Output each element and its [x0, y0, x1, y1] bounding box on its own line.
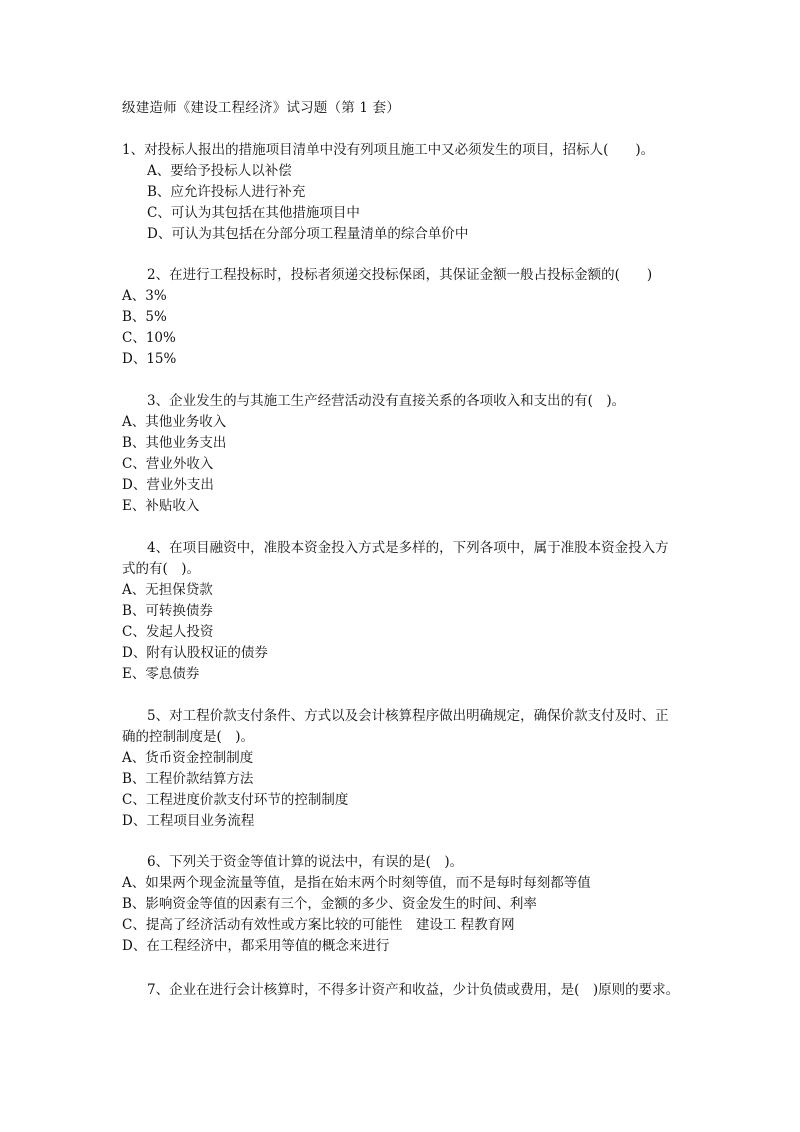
option-b: B、其他业务支出 [122, 435, 227, 451]
option-b: B、工程价款结算方法 [122, 771, 254, 787]
option-d: D、附有认股权证的债券 [122, 645, 268, 661]
question-stem: 4、在项目融资中，准股本资金投入方式是多样的，下列各项中，属于准股本资金投入方式的有( )。 [122, 540, 669, 577]
option-a: A、要给予投标人以补偿 [147, 163, 292, 179]
option-c: C、工程进度价款支付环节的控制制度 [122, 792, 349, 808]
option-e: E、补贴收入 [122, 498, 200, 514]
question-2 [122, 265, 682, 370]
option-c: C、提高了经济活动有效性或方案比较的可能性 建设工 程教育网 [122, 917, 515, 933]
option-b: B、5% [122, 309, 167, 325]
question-1 [122, 140, 682, 245]
question-7 [122, 980, 682, 1001]
question-stem: 6、下列关于资金等值计算的说法中，有误的是( )。 [147, 854, 464, 870]
question-5 [122, 706, 682, 832]
option-c: C、可认为其包括在其他措施项目中 [147, 205, 360, 221]
option-a: A、其他业务收入 [122, 414, 227, 430]
option-b: B、应允许投标人进行补充 [147, 184, 306, 200]
document-title: 级建造师《建设工程经济》试习题（第 1 套） [122, 100, 401, 116]
option-b: B、可转换债券 [122, 603, 213, 619]
question-stem: 2、在进行工程投标时，投标者须递交投标保函，其保证金额一般占投标金额的( ) [147, 267, 653, 283]
option-d: D、15% [122, 351, 177, 367]
question-stem: 1、对投标人报出的措施项目清单中没有列项且施工中又必须发生的项目，招标人( )。 [122, 142, 655, 158]
option-d: D、可认为其包括在分部分项工程量清单的综合单价中 [147, 226, 469, 242]
option-a: A、3% [122, 288, 167, 304]
question-6 [122, 852, 682, 957]
option-a: A、货币资金控制制度 [122, 750, 254, 766]
option-d: D、工程项目业务流程 [122, 813, 255, 829]
option-d: D、营业外支出 [122, 477, 214, 493]
option-c: C、营业外收入 [122, 456, 214, 472]
option-a: A、无担保贷款 [122, 582, 213, 598]
option-a: A、如果两个现金流量等值，是指在始末两个时刻等值，而不是每时每刻都等值 [122, 875, 591, 891]
option-b: B、影响资金等值的因素有三个，金额的多少、资金发生的时间、利率 [122, 896, 537, 912]
option-e: E、零息债券 [122, 666, 200, 682]
question-stem: 3、企业发生的与其施工生产经营活动没有直接关系的各项收入和支出的有( )。 [147, 393, 626, 409]
option-c: C、10% [122, 330, 176, 346]
question-stem: 5、对工程价款支付条件、方式以及会计核算程序做出明确规定，确保价款支付及时、正确的控制制度是( )。 [122, 708, 669, 745]
question-3 [122, 391, 682, 517]
option-c: C、发起人投资 [122, 624, 214, 640]
option-d: D、在工程经济中，都采用等值的概念来进行 [122, 938, 390, 954]
question-stem: 7、企业在进行会计核算时，不得多计资产和收益，少计负债或费用，是( )原则的要求。 [147, 982, 680, 998]
question-4 [122, 538, 682, 685]
